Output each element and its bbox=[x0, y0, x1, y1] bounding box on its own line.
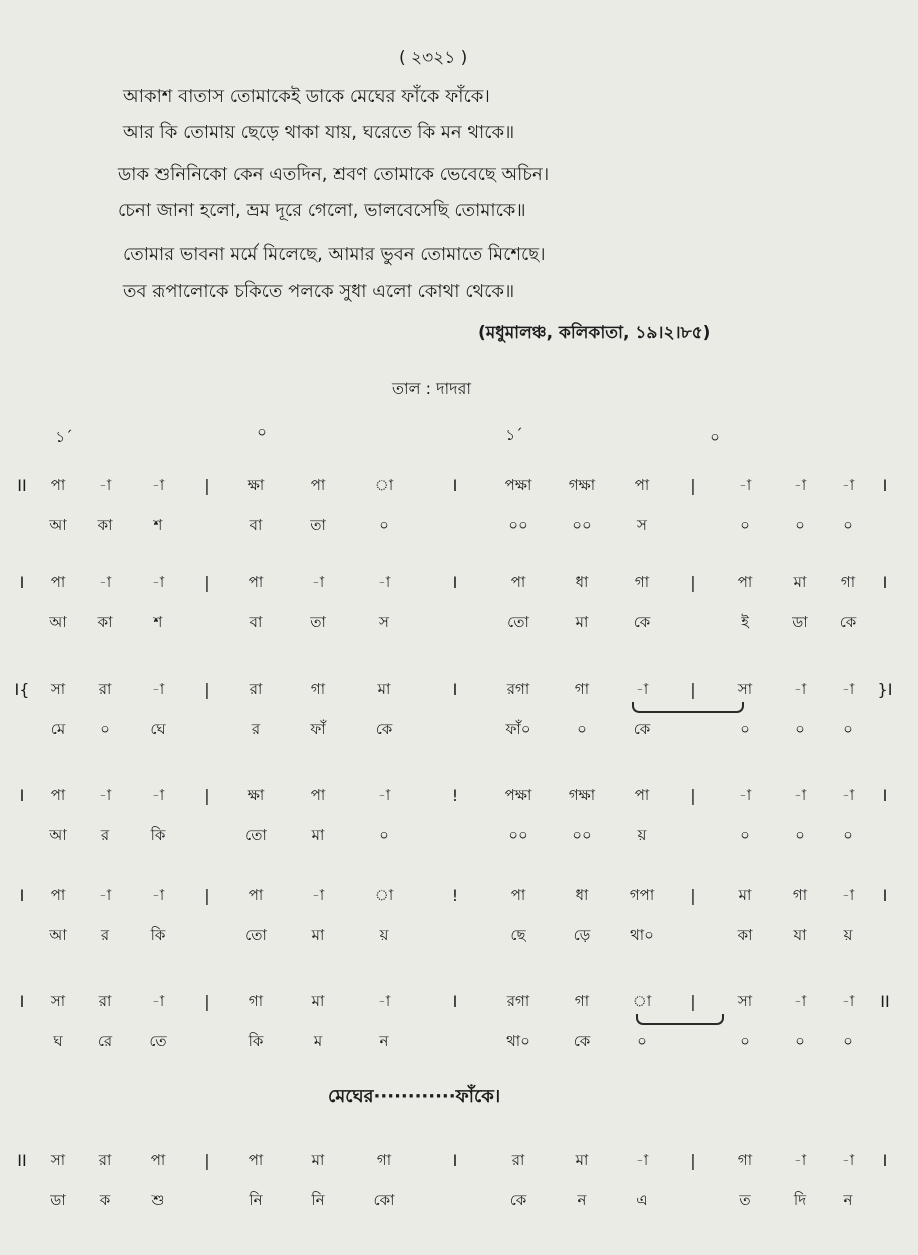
swara-note: পা bbox=[310, 476, 326, 494]
swara-note: মা bbox=[793, 573, 807, 591]
lyric-syllable: শ bbox=[153, 516, 163, 534]
lyric-syllable: কা bbox=[97, 613, 113, 631]
swara-note: -া bbox=[151, 886, 165, 904]
lyric-syllable: কে bbox=[633, 613, 651, 631]
swara-note: -া bbox=[793, 786, 807, 804]
lyric-syllable: থা০ bbox=[630, 926, 654, 944]
lyric-syllable: ০ bbox=[843, 826, 853, 844]
lyric-syllable: নি bbox=[311, 1191, 325, 1209]
swara-note: -া bbox=[151, 476, 165, 494]
lyric-syllable: কো bbox=[373, 1191, 395, 1209]
beat-bar: I bbox=[452, 573, 458, 592]
swara-note: সা bbox=[50, 992, 66, 1010]
lyric-line-6: তব রূপালোকে চকিতে পলকে সুধা এলো কোথা থেকে॥ bbox=[123, 281, 515, 302]
lyric-syllable: ০ bbox=[795, 516, 805, 534]
lyric-syllable: কে bbox=[633, 720, 651, 738]
lyric-syllable: র bbox=[251, 720, 261, 738]
lyric-syllable: র bbox=[100, 926, 110, 944]
lyric-syllable: রে bbox=[97, 1032, 113, 1050]
swara-note: -া bbox=[377, 992, 391, 1010]
lyric-syllable: আ bbox=[49, 826, 67, 844]
swara-note: গা bbox=[840, 573, 856, 591]
lyric-syllable: র bbox=[100, 826, 110, 844]
swara-note: পা bbox=[50, 786, 66, 804]
lyric-syllable: কি bbox=[248, 1032, 264, 1050]
swara-note: -া bbox=[841, 680, 855, 698]
swara-note: গপা bbox=[629, 886, 655, 904]
beat-mark-3: ১´ bbox=[505, 426, 523, 444]
row-start-bar: I bbox=[19, 886, 25, 905]
lyric-syllable: কে bbox=[375, 720, 393, 738]
beat-bar: | bbox=[690, 886, 696, 905]
lyric-syllable: ০ bbox=[795, 720, 805, 738]
swara-note: -া bbox=[793, 476, 807, 494]
lyric-syllable: দি bbox=[793, 1191, 807, 1209]
row-end-bar: I bbox=[882, 476, 888, 495]
beat-bar: I bbox=[452, 476, 458, 495]
row-start-bar: II bbox=[17, 476, 27, 495]
swara-note: রগা bbox=[506, 992, 530, 1010]
swara-note: রগা bbox=[506, 680, 530, 698]
lyric-syllable: তা bbox=[310, 516, 326, 534]
slur-mark bbox=[636, 1014, 724, 1025]
swara-note: -া bbox=[841, 886, 855, 904]
lyric-syllable: ঘে bbox=[150, 720, 166, 738]
lyric-syllable: ফাঁ bbox=[310, 720, 326, 738]
lyric-syllable: যা bbox=[793, 926, 807, 944]
swara-note: ক্ষা bbox=[247, 476, 265, 494]
lyric-syllable: মে bbox=[50, 720, 66, 738]
swara-note: -া bbox=[98, 476, 112, 494]
lyric-syllable: তো bbox=[245, 826, 267, 844]
swara-note: -া bbox=[311, 573, 325, 591]
swara-note: পা bbox=[248, 1151, 264, 1169]
swara-note: া bbox=[374, 476, 394, 494]
source-credit: (মধুমালঞ্চ, কলিকাতা, ১৯।২।৮৫) bbox=[478, 323, 711, 343]
refrain-indicator: মেঘের············ফাঁকে। bbox=[328, 1086, 501, 1107]
swara-note: -া bbox=[841, 1151, 855, 1169]
row-start-bar: II bbox=[17, 1151, 27, 1170]
lyric-line-4: চেনা জানা হলো, ভ্রম দূরে গেলো, ভালবেসেছি তোমাকে॥ bbox=[118, 200, 526, 221]
swara-note: সা bbox=[737, 992, 753, 1010]
slur-mark bbox=[632, 702, 744, 713]
lyric-line-1: আকাশ বাতাস তোমাকেই ডাকে মেঘের ফাঁকে ফাঁকে। bbox=[123, 86, 490, 107]
swara-note: ধা bbox=[575, 573, 589, 591]
swara-note: পা bbox=[510, 886, 526, 904]
swara-note: -া bbox=[793, 1151, 807, 1169]
lyric-line-3: ডাক শুনিনিকো কেন এতদিন, শ্রবণ তোমাকে ভেবেছে অচিন। bbox=[118, 164, 550, 185]
lyric-syllable: ০ bbox=[795, 1032, 805, 1050]
beat-bar: | bbox=[204, 573, 210, 592]
lyric-syllable: ০ bbox=[740, 516, 750, 534]
swara-note: পা bbox=[150, 1151, 166, 1169]
lyric-syllable: ০ bbox=[379, 826, 389, 844]
lyric-syllable: নি bbox=[249, 1191, 263, 1209]
lyric-syllable: য় bbox=[637, 826, 647, 844]
lyric-syllable: ডা bbox=[792, 613, 808, 631]
swara-note: -া bbox=[738, 786, 752, 804]
lyric-syllable: ত bbox=[739, 1191, 751, 1209]
lyric-syllable: কি bbox=[150, 826, 166, 844]
tala-label: তাল : দাদরা bbox=[392, 379, 472, 398]
lyric-syllable: ০ bbox=[795, 826, 805, 844]
swara-note: পক্ষা bbox=[504, 476, 532, 494]
beat-bar: | bbox=[690, 1151, 696, 1170]
swara-note: -া bbox=[738, 476, 752, 494]
lyric-syllable: বা bbox=[249, 613, 263, 631]
beat-bar: | bbox=[204, 786, 210, 805]
swara-note: পা bbox=[50, 476, 66, 494]
swara-note: -া bbox=[841, 476, 855, 494]
beat-bar: ! bbox=[451, 886, 459, 905]
lyric-syllable: ড়ে bbox=[573, 926, 591, 944]
beat-mark-2: ০ bbox=[257, 423, 267, 441]
lyric-syllable: য় bbox=[379, 926, 389, 944]
lyric-syllable: ০ bbox=[740, 720, 750, 738]
swara-note: গা bbox=[792, 886, 808, 904]
lyric-syllable: ০ bbox=[843, 516, 853, 534]
row-start-bar: I bbox=[19, 573, 25, 592]
swara-note: -া bbox=[98, 886, 112, 904]
lyric-syllable: তো bbox=[507, 613, 529, 631]
beat-bar: | bbox=[690, 992, 696, 1011]
beat-mark-1: ১´ bbox=[55, 428, 73, 446]
beat-bar: I bbox=[452, 1151, 458, 1170]
beat-bar: I bbox=[452, 680, 458, 699]
swara-note: পা bbox=[248, 573, 264, 591]
swara-note: -া bbox=[311, 886, 325, 904]
lyric-syllable: ০০ bbox=[572, 826, 592, 844]
swara-note: -া bbox=[841, 992, 855, 1010]
beat-bar: | bbox=[204, 886, 210, 905]
swara-note: রা bbox=[98, 680, 112, 698]
lyric-syllable: ন bbox=[379, 1032, 389, 1050]
lyric-syllable: তা bbox=[310, 613, 326, 631]
row-end-bar: I bbox=[882, 886, 888, 905]
lyric-line-5: তোমার ভাবনা মর্মে মিলেছে, আমার ভুবন তোমাতে মিশেছে। bbox=[123, 244, 546, 265]
swara-note: রা bbox=[249, 680, 263, 698]
beat-mark-4: ০ bbox=[710, 428, 720, 446]
beat-bar: ! bbox=[451, 786, 459, 805]
swara-note: -া bbox=[793, 680, 807, 698]
swara-note: পা bbox=[510, 573, 526, 591]
swara-note: গা bbox=[737, 1151, 753, 1169]
lyric-syllable: ম bbox=[313, 1032, 323, 1050]
swara-note: -া bbox=[98, 573, 112, 591]
swara-note: মা bbox=[311, 1151, 325, 1169]
lyric-syllable: স bbox=[379, 613, 389, 631]
swara-note: পা bbox=[50, 886, 66, 904]
swara-note: মা bbox=[377, 680, 391, 698]
beat-bar: I bbox=[452, 992, 458, 1011]
swara-note: পা bbox=[737, 573, 753, 591]
row-start-bar: I bbox=[19, 786, 25, 805]
row-start-bar: I bbox=[19, 992, 25, 1011]
lyric-syllable: তে bbox=[149, 1032, 167, 1050]
beat-bar: | bbox=[204, 1151, 210, 1170]
row-end-bar: I bbox=[882, 786, 888, 805]
lyric-syllable: মা bbox=[311, 926, 325, 944]
swara-note: গা bbox=[574, 680, 590, 698]
lyric-syllable: ঘ bbox=[53, 1032, 63, 1050]
swara-note: মা bbox=[311, 992, 325, 1010]
lyric-syllable: কা bbox=[97, 516, 113, 534]
beat-bar: | bbox=[204, 992, 210, 1011]
row-end-bar: I bbox=[882, 1151, 888, 1170]
lyric-syllable: মা bbox=[311, 826, 325, 844]
swara-note: গক্ষা bbox=[568, 786, 596, 804]
swara-note: -া bbox=[151, 573, 165, 591]
swara-note: পা bbox=[634, 476, 650, 494]
lyric-syllable: ০০ bbox=[508, 516, 528, 534]
lyric-syllable: ০ bbox=[577, 720, 587, 738]
row-start-bar: I{ bbox=[14, 680, 30, 699]
lyric-syllable: আ bbox=[49, 926, 67, 944]
lyric-syllable: ০ bbox=[379, 516, 389, 534]
swara-note: গা bbox=[248, 992, 264, 1010]
swara-note: পা bbox=[634, 786, 650, 804]
lyric-syllable: মা bbox=[575, 613, 589, 631]
swara-note: সা bbox=[50, 680, 66, 698]
swara-note: পক্ষা bbox=[504, 786, 532, 804]
lyric-syllable: কি bbox=[150, 926, 166, 944]
swara-note: -া bbox=[151, 786, 165, 804]
swara-note: পা bbox=[248, 886, 264, 904]
lyric-syllable: আ bbox=[49, 613, 67, 631]
swara-note: গা bbox=[634, 573, 650, 591]
lyric-syllable: ০ bbox=[740, 826, 750, 844]
swara-note: সা bbox=[50, 1151, 66, 1169]
lyric-syllable: ০০ bbox=[508, 826, 528, 844]
swara-note: -া bbox=[635, 680, 649, 698]
lyric-syllable: ০ bbox=[843, 1032, 853, 1050]
swara-note: পা bbox=[310, 786, 326, 804]
swara-note: -া bbox=[377, 573, 391, 591]
swara-note: -া bbox=[841, 786, 855, 804]
swara-note: গক্ষা bbox=[568, 476, 596, 494]
swara-note: -া bbox=[377, 786, 391, 804]
swara-note: া bbox=[374, 886, 394, 904]
lyric-syllable: য় bbox=[843, 926, 853, 944]
swara-note: মা bbox=[575, 1151, 589, 1169]
swara-note: -া bbox=[151, 680, 165, 698]
swara-note: রা bbox=[98, 1151, 112, 1169]
lyric-syllable: তো bbox=[245, 926, 267, 944]
swara-note: রা bbox=[98, 992, 112, 1010]
lyric-syllable: কা bbox=[737, 926, 753, 944]
beat-bar: | bbox=[204, 680, 210, 699]
lyric-syllable: ন bbox=[843, 1191, 853, 1209]
swara-note: সা bbox=[737, 680, 753, 698]
lyric-syllable: ছে bbox=[510, 926, 526, 944]
swara-note: রা bbox=[511, 1151, 525, 1169]
beat-bar: | bbox=[690, 786, 696, 805]
lyric-syllable: থা০ bbox=[506, 1032, 530, 1050]
lyric-syllable: শু bbox=[151, 1191, 165, 1209]
page-number: ( ২৩২১ ) bbox=[399, 48, 468, 68]
row-end-bar: }I bbox=[877, 680, 893, 699]
swara-note: -া bbox=[635, 1151, 649, 1169]
row-end-bar: I bbox=[882, 573, 888, 592]
lyric-syllable: এ bbox=[636, 1191, 648, 1209]
lyric-syllable: কে bbox=[509, 1191, 527, 1209]
beat-bar: | bbox=[204, 476, 210, 495]
lyric-syllable: ০ bbox=[843, 720, 853, 738]
swara-note: ধা bbox=[575, 886, 589, 904]
swara-note: গা bbox=[574, 992, 590, 1010]
lyric-syllable: বা bbox=[249, 516, 263, 534]
swara-note: ক্ষা bbox=[247, 786, 265, 804]
beat-bar: | bbox=[690, 573, 696, 592]
lyric-syllable: শ bbox=[153, 613, 163, 631]
lyric-syllable: ডা bbox=[50, 1191, 66, 1209]
lyric-syllable: আ bbox=[49, 516, 67, 534]
lyric-syllable: কে bbox=[573, 1032, 591, 1050]
lyric-syllable: ন bbox=[577, 1191, 587, 1209]
lyric-syllable: ০ bbox=[100, 720, 110, 738]
lyric-syllable: ই bbox=[741, 613, 749, 631]
swara-note: া bbox=[632, 992, 652, 1010]
swara-note: -া bbox=[793, 992, 807, 1010]
swara-note: গা bbox=[310, 680, 326, 698]
beat-bar: | bbox=[690, 680, 696, 699]
lyric-syllable: ক bbox=[99, 1191, 111, 1209]
lyric-syllable: ০ bbox=[637, 1032, 647, 1050]
lyric-syllable: কে bbox=[839, 613, 857, 631]
lyric-line-2: আর কি তোমায় ছেড়ে থাকা যায়, ঘরেতে কি মন থাকে॥ bbox=[123, 122, 515, 143]
swara-note: গা bbox=[376, 1151, 392, 1169]
swara-note: -া bbox=[151, 992, 165, 1010]
beat-bar: | bbox=[690, 476, 696, 495]
lyric-syllable: ফাঁ০ bbox=[505, 720, 531, 738]
lyric-syllable: স bbox=[637, 516, 647, 534]
row-end-bar: II bbox=[880, 992, 890, 1011]
swara-note: পা bbox=[50, 573, 66, 591]
swara-note: -া bbox=[98, 786, 112, 804]
lyric-syllable: ০০ bbox=[572, 516, 592, 534]
swara-note: মা bbox=[738, 886, 752, 904]
lyric-syllable: ০ bbox=[740, 1032, 750, 1050]
